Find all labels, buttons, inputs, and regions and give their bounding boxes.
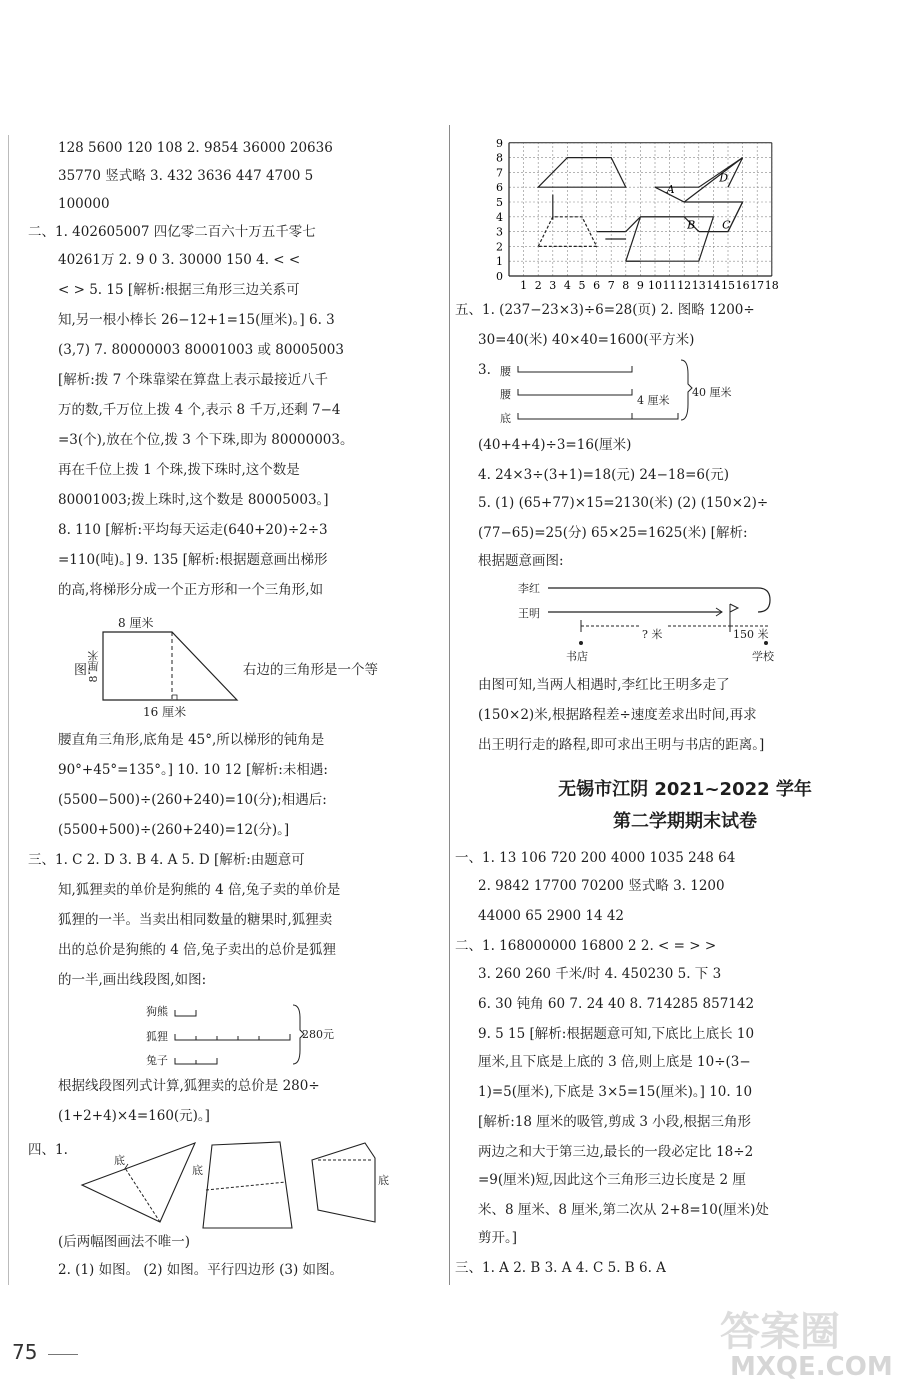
y-tick-label: 0 — [496, 270, 503, 283]
trap-side-label: 8 厘米 — [87, 650, 100, 683]
x-tick-label: 18 — [764, 279, 779, 292]
y-tick-label: 1 — [496, 255, 503, 269]
text-line: (77−65)=25(分) 65×25=1625(米) [解析: — [478, 525, 748, 541]
text-line: 出王明行走的路程,即可求出王明与书店的距离。] — [478, 737, 765, 753]
text-line: 米、8 厘米、8 厘米,第二次从 2+8=10(厘米)处 — [478, 1202, 769, 1218]
walk-s2: 学校 — [752, 650, 774, 663]
text-line: 二、1. 402605007 四亿零二百六十万五千零七 — [28, 224, 316, 240]
text-line: 厘米,且下底是上底的 3 倍,则上底是 10÷(3− — [478, 1054, 751, 1070]
text-line: 40261万 2. 9 0 3. 30000 150 4. < < — [58, 252, 301, 268]
text-line: 根据题意画图: — [478, 553, 564, 569]
trap-bottom-label: 16 厘米 — [143, 705, 187, 719]
y-tick-label: 9 — [496, 136, 503, 150]
seg2-number: 3. — [478, 362, 491, 378]
text-line: =110(吨)。] 9. 135 [解析:根据题意画出梯形 — [58, 552, 328, 568]
x-tick-label: 15 — [721, 279, 735, 292]
text-line: 6. 30 钝角 60 7. 24 40 8. 714285 857142 — [478, 996, 755, 1012]
text-line: 两边之和大于第三边,最长的一段必定比 18÷2 — [478, 1144, 754, 1160]
point-label-b: B — [687, 218, 696, 232]
x-tick-label: 13 — [691, 279, 706, 292]
x-tick-label: 14 — [706, 279, 721, 292]
text-line: 4. 24×3÷(3+1)=18(元) 24−18=6(元) — [478, 467, 730, 483]
text-line: =9(厘米)短,因此这个三角形三边长度是 2 厘 — [478, 1172, 746, 1188]
text-line: 二、1. 168000000 16800 2 2. < = > > — [455, 938, 717, 954]
text-line: 五、1. (237−23×3)÷6=28(页) 2. 图略 1200÷ — [455, 302, 755, 318]
text-line: 2. 9842 17700 70200 竖式略 3. 1200 — [478, 878, 725, 894]
text-line: 80001003;拨上珠时,这个数是 80005003。] — [58, 492, 329, 508]
text-line: 1)=5(厘米),下底是 3×5=15(厘米)。] 10. 10 — [478, 1084, 753, 1100]
shape1-label: 底 — [114, 1154, 125, 1167]
x-tick-label: 9 — [636, 279, 644, 292]
text-line: 四、1. — [28, 1142, 68, 1158]
x-tick-label: 2 — [534, 279, 542, 292]
text-line: 5. (1) (65+77)×15=2130(米) (2) (150×2)÷ — [478, 495, 769, 511]
walk-q: ? 米 — [642, 628, 663, 641]
x-tick-label: 5 — [578, 279, 586, 292]
text-line: 万的数,千万位上拨 4 个,表示 8 千万,还剩 7−4 — [58, 402, 341, 418]
shape2-label: 底 — [192, 1164, 203, 1177]
y-tick-label: 5 — [496, 196, 503, 209]
text-line: 90°+45°=135°。] 10. 10 12 [解析:未相遇: — [58, 762, 328, 778]
text-line: 右边的三角形是一个等 — [243, 662, 378, 678]
text-line: 30=40(米) 40×40=1600(平方米) — [478, 332, 695, 348]
text-line: (40+4+4)÷3=16(厘米) — [478, 437, 632, 453]
watermark-logo: 答案圈 — [720, 1309, 840, 1355]
text-line: 三、1. A 2. B 3. A 4. C 5. B 6. A — [455, 1260, 666, 1276]
seg2-label-b: 腰 — [500, 388, 511, 401]
seg-label-bear: 狗熊 — [146, 1005, 168, 1018]
text-line: 的高,将梯形分成一个正方形和一个三角形,如 — [58, 582, 324, 598]
text-line: 剪开。] — [478, 1230, 518, 1246]
text-line: (1+2+4)×4=160(元)。] — [58, 1108, 210, 1124]
x-tick-label: 4 — [563, 279, 571, 292]
point-label-d: D — [719, 171, 729, 185]
x-tick-label: 6 — [593, 279, 601, 292]
point-label-c: C — [722, 218, 731, 232]
text-line: 出的总价是狗熊的 4 倍,兔子卖出的总价是狐狸 — [58, 942, 336, 958]
watermark-url: MXQE.COM — [730, 1352, 893, 1382]
text-line: [解析:18 厘米的吸管,剪成 3 小段,根据三角形 — [478, 1114, 752, 1130]
text-line: 3. 260 260 千米/时 4. 450230 5. 下 3 — [478, 966, 722, 982]
text-line: (后两幅图画法不唯一) — [58, 1234, 191, 1250]
trap-prefix: 图: — [74, 663, 92, 678]
text-line: 知,狐狸卖的单价是狗熊的 4 倍,兔子卖的单价是 — [58, 882, 341, 898]
text-line: (3,7) 7. 80000003 80001003 或 80005003 — [58, 342, 344, 358]
point-label-a: A — [666, 183, 675, 197]
x-tick-label: 17 — [750, 279, 765, 292]
text-line: 根据线段图列式计算,狐狸卖的总价是 280÷ — [58, 1078, 320, 1094]
page-number-dash — [48, 1354, 78, 1355]
y-tick-label: 2 — [496, 240, 503, 254]
walk-d: 150 米 — [733, 628, 769, 641]
text-line: < > 5. 15 [解析:根据三角形三边关系可 — [58, 282, 300, 298]
walk-s1: 书店 — [566, 650, 588, 663]
x-tick-label: 11 — [662, 279, 677, 292]
text-line: 128 5600 120 108 2. 9854 36000 20636 — [58, 140, 333, 156]
x-tick-label: 12 — [677, 279, 692, 292]
text-line: 9. 5 15 [解析:根据题意可知,下底比上底长 10 — [478, 1026, 755, 1042]
y-tick-label: 7 — [496, 166, 503, 180]
seg-label-fox: 狐狸 — [146, 1030, 168, 1043]
y-tick-label: 6 — [496, 181, 503, 195]
walk-label-b: 王明 — [518, 607, 540, 620]
text-line: 35770 竖式略 3. 432 3636 447 4700 5 — [58, 168, 314, 184]
text-line: (5500+500)÷(260+240)=12(分)。] — [58, 822, 290, 838]
text-line: 狐狸的一半。当卖出相同数量的糖果时,狐狸卖 — [58, 912, 333, 928]
text-line: 腰直角三角形,底角是 45°,所以梯形的钝角是 — [58, 732, 325, 748]
y-tick-label: 3 — [496, 225, 503, 239]
shape3-label: 底 — [378, 1174, 389, 1187]
x-tick-label: 3 — [549, 279, 557, 292]
text-line: 2. (1) 如图。 (2) 如图。平行四边形 (3) 如图。 — [58, 1262, 343, 1278]
x-tick-label: 7 — [607, 279, 615, 292]
text-line: 8. 110 [解析:平均每天运走(640+20)÷2÷3 — [58, 522, 328, 538]
seg2-label-c: 底 — [500, 412, 511, 425]
text-line: 的一半,画出线段图,如图: — [58, 972, 207, 988]
x-tick-label: 1 — [520, 279, 528, 292]
page-number: 75 — [12, 1340, 38, 1364]
text-line: (150×2)米,根据路程差÷速度差求出时间,再求 — [478, 707, 757, 723]
exam-title-1: 无锡市江阴 2021~2022 学年 — [558, 779, 812, 800]
x-tick-label: 16 — [735, 279, 750, 292]
trap-top-label: 8 厘米 — [118, 616, 154, 630]
seg2-total: 40 厘米 — [692, 386, 732, 399]
seg-label-rabbit: 兔子 — [146, 1054, 168, 1067]
seg2-mid: 4 厘米 — [637, 394, 670, 407]
y-tick-label: 4 — [496, 210, 503, 224]
text-line: 由图可知,当两人相遇时,李红比王明多走了 — [478, 677, 730, 693]
y-tick-label: 8 — [496, 151, 503, 165]
text-line: 100000 — [58, 196, 110, 212]
x-tick-label: 10 — [648, 279, 662, 292]
x-tick-label: 8 — [622, 279, 630, 292]
text-line: 知,另一根小棒长 26−12+1=15(厘米)。] 6. 3 — [58, 312, 335, 328]
text-line: 再在千位上拨 1 个珠,拨下珠时,这个数是 — [58, 462, 300, 478]
walk-label-a: 李红 — [518, 582, 540, 595]
seg-total: 280元 — [302, 1028, 334, 1041]
exam-title-2: 第二学期期末试卷 — [613, 811, 757, 832]
text-line: 一、1. 13 106 720 200 4000 1035 248 64 — [455, 850, 736, 866]
text-line: 三、1. C 2. D 3. B 4. A 5. D [解析:由题意可 — [28, 852, 305, 868]
text-line: =3(个),放在个位,拨 3 个下珠,即为 80000003。 — [58, 432, 354, 448]
text-line: (5500−500)÷(260+240)=10(分);相遇后: — [58, 792, 327, 808]
text-line: [解析:拨 7 个珠靠梁在算盘上表示最接近八千 — [58, 372, 328, 388]
seg2-label-a: 腰 — [500, 365, 511, 378]
text-line: 44000 65 2900 14 42 — [478, 908, 625, 924]
